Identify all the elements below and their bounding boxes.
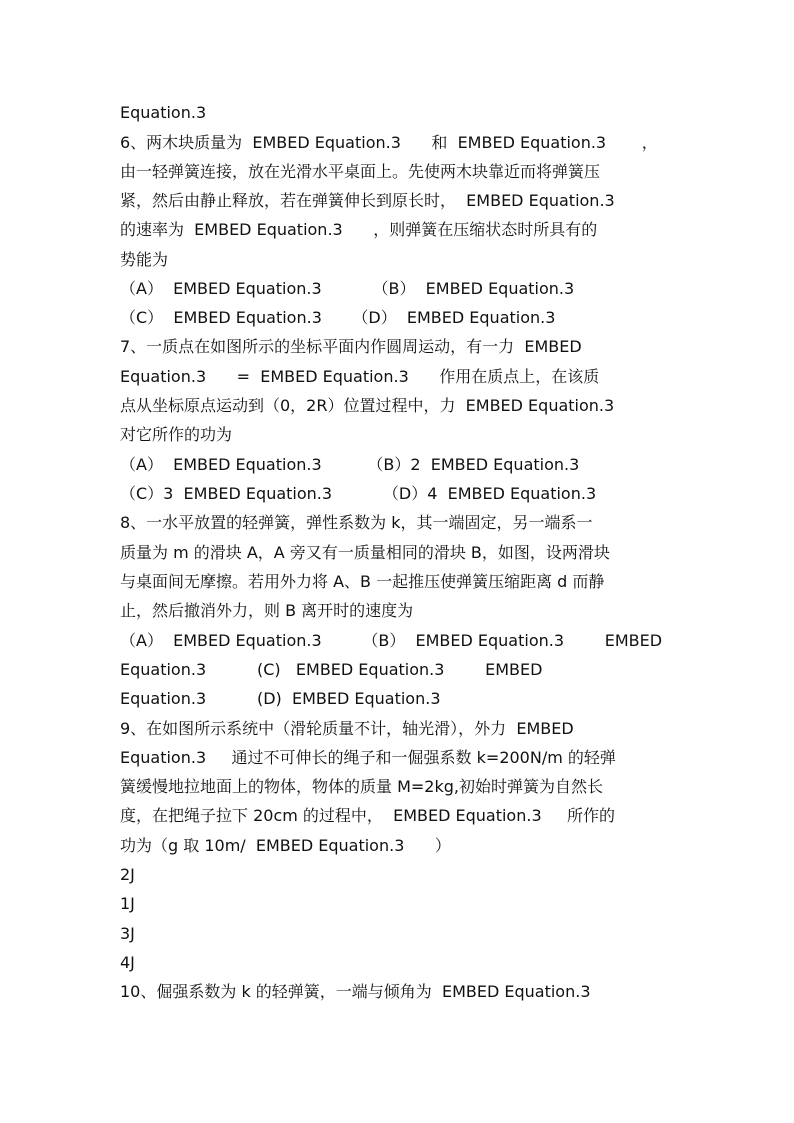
text-line: Equation.3 = EMBED Equation.3 作用在质点上，在该质	[120, 367, 600, 386]
text-line: 点从坐标原点运动到（0，2R）位置过程中，力 EMBED Equation.3	[120, 396, 615, 415]
question-6-text: 6、两木块质量为 EMBED Equation.3 和 EMBED Equation.3 ，	[120, 133, 658, 152]
text-line: 度，在把绳子拉下 20cm 的过程中， EMBED Equation.3 所作的	[120, 806, 616, 825]
text-line: 止，然后撤消外力，则 B 离开时的速度为	[120, 601, 414, 620]
answer-option: 1J	[120, 894, 135, 913]
text-line: 势能为	[120, 250, 169, 269]
text-line: 质量为 m 的滑块 A，A 旁又有一质量相同的滑块 B，如图，设两滑块	[120, 543, 610, 562]
text-line: 功为（g 取 10m/ EMBED Equation.3 ）	[120, 836, 451, 855]
answer-options-line: Equation.3 (D) EMBED Equation.3	[120, 689, 441, 708]
answer-option: 4J	[120, 953, 135, 972]
question-7-text: 7、一质点在如图所示的坐标平面内作圆周运动，有一力 EMBED	[120, 337, 582, 356]
text-line: 紧，然后由静止释放，若在弹簧伸长到原长时， EMBED Equation.3	[120, 191, 615, 210]
text-line: 对它所作的功为	[120, 425, 233, 444]
answer-options-line: （A） EMBED Equation.3 （B） EMBED Equation.3	[120, 279, 575, 298]
text-line: 由一轻弹簧连接，放在光滑水平桌面上。先使两木块靠近而将弹簧压	[120, 162, 601, 181]
answer-options-line: （A） EMBED Equation.3 （B）2 EMBED Equation.3	[120, 455, 580, 474]
answer-option: 2J	[120, 865, 135, 884]
text-line: Equation.3 通过不可伸长的绳子和一倔强系数 k=200N/m 的轻弹	[120, 748, 616, 767]
text-line: 的速率为 EMBED Equation.3 ，则弹簧在压缩状态时所具有的	[120, 220, 598, 239]
answer-options-line: （A） EMBED Equation.3 （B） EMBED Equation.3 EMBED	[120, 631, 663, 650]
text-line: 与桌面间无摩擦。若用外力将 A、B 一起推压使弹簧压缩距离 d 而静	[120, 572, 605, 591]
answer-options-line: Equation.3 (C) EMBED Equation.3 EMBED	[120, 660, 543, 679]
answer-options-line: （C） EMBED Equation.3 （D） EMBED Equation.3	[120, 308, 556, 327]
question-8-text: 8、一水平放置的轻弹簧，弹性系数为 k，其一端固定，另一端系一	[120, 513, 593, 532]
answer-option: 3J	[120, 924, 135, 943]
text-line: Equation.3	[120, 103, 207, 122]
question-10-text: 10、倔强系数为 k 的轻弹簧，一端与倾角为 EMBED Equation.3	[120, 982, 591, 1001]
question-9-text: 9、在如图所示系统中（滑轮质量不计，轴光滑），外力 EMBED	[120, 719, 574, 738]
answer-options-line: （C）3 EMBED Equation.3 （D）4 EMBED Equation.3	[120, 484, 597, 503]
text-line: 簧缓慢地拉地面上的物体，物体的质量 M=2kg,初始时弹簧为自然长	[120, 777, 603, 796]
